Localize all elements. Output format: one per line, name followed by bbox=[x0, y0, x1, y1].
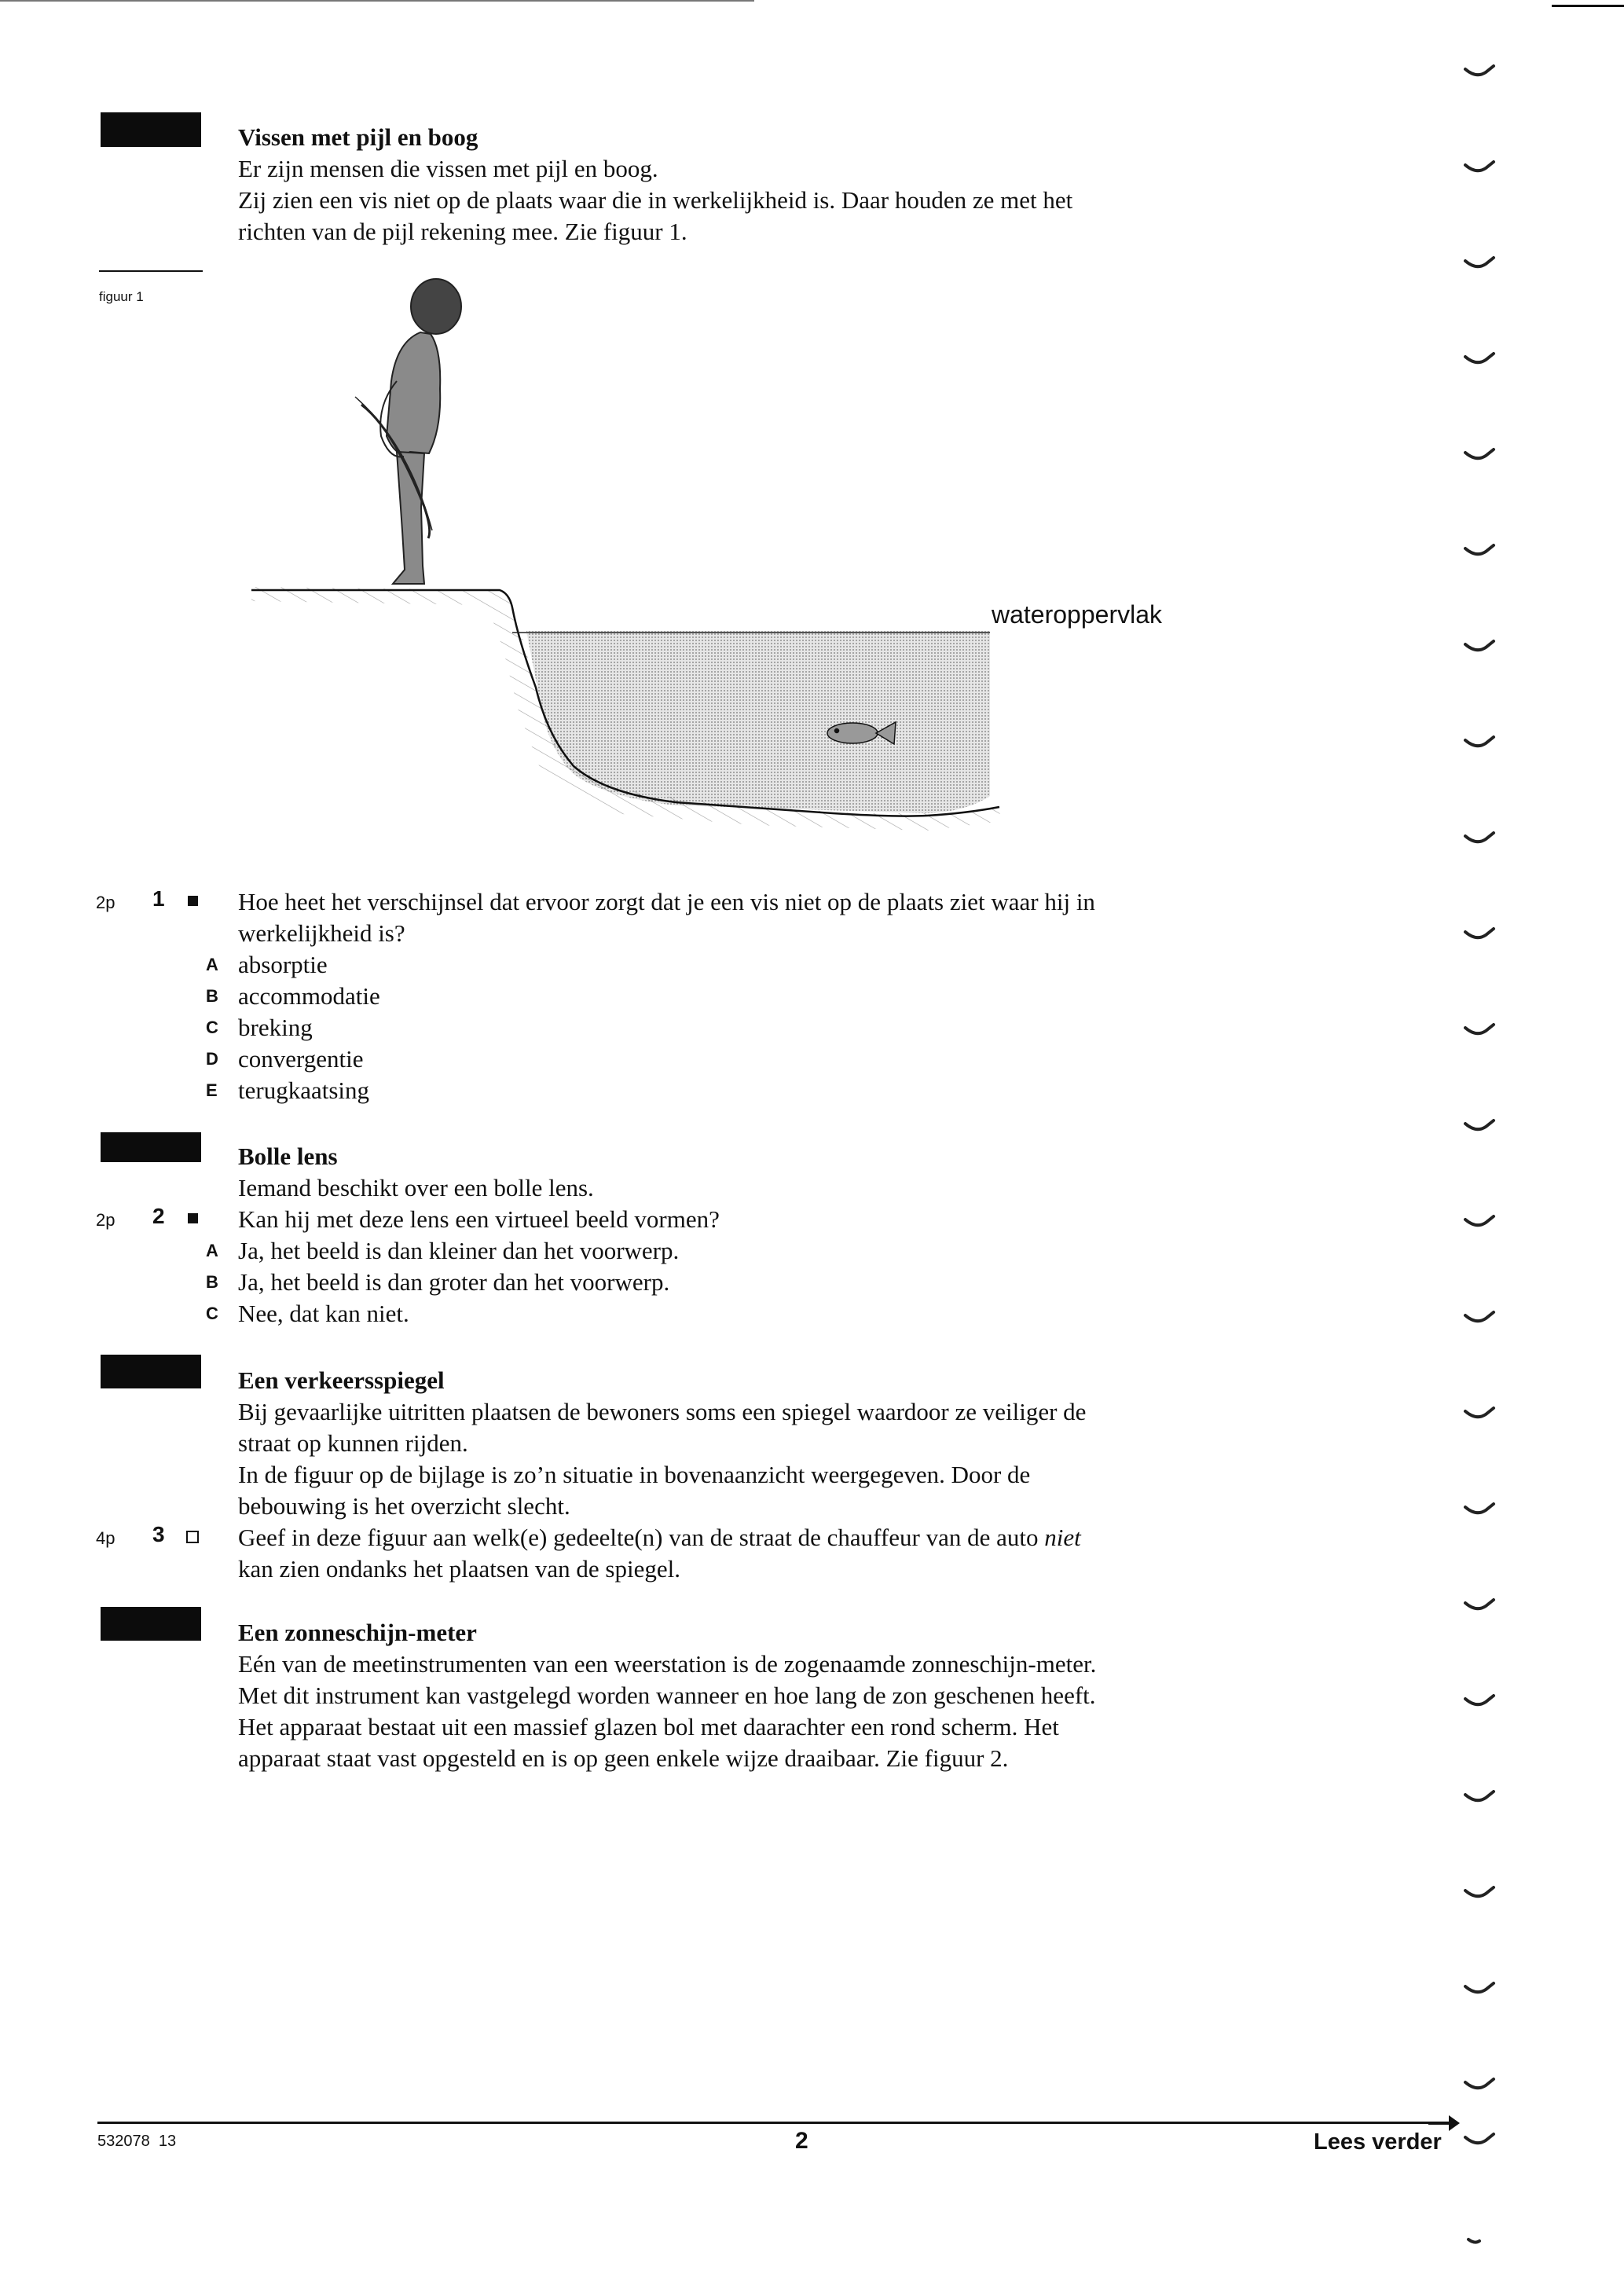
option-letter: E bbox=[206, 1080, 218, 1100]
question-1-letters bbox=[206, 949, 218, 1106]
text-line: Iemand beschikt over een bolle lens. bbox=[238, 1174, 594, 1201]
text-line bbox=[238, 1522, 1338, 1553]
text-line: Hoe heet het verschijnsel dat ervoor zorgt dat je een vis niet op de plaats ziet waar hij in bbox=[238, 888, 1095, 915]
option-letter: B bbox=[206, 1272, 218, 1292]
points-label: 2p bbox=[96, 1210, 115, 1230]
option-letter: C bbox=[206, 1018, 218, 1037]
text-line: Er zijn mensen die vissen met pijl en boog. bbox=[238, 155, 658, 182]
section-marker bbox=[101, 1355, 201, 1388]
question-number: 3 bbox=[152, 1522, 165, 1546]
text-line: bebouwing is het overzicht slecht. bbox=[238, 1492, 570, 1520]
footer-rule bbox=[97, 2122, 1449, 2124]
check-mark-icon bbox=[1465, 641, 1494, 650]
footer-code: 532078 13 bbox=[97, 2133, 177, 2150]
text-fragment: Geef in deze figuur aan welk(e) gedeelte(n) van de straat de chauffeur van de auto bbox=[238, 1524, 1045, 1551]
check-mark-icon bbox=[1465, 1600, 1494, 1608]
text-line: Kan hij met deze lens een virtueel beeld vormen? bbox=[238, 1205, 720, 1233]
option-text: Ja, het beeld is dan kleiner dan het voorwerp. bbox=[238, 1237, 680, 1264]
question-2-options bbox=[238, 1235, 679, 1330]
question-number: 2 bbox=[152, 1204, 165, 1228]
answer-marker bbox=[188, 896, 198, 906]
check-mark-icon bbox=[1465, 1983, 1494, 1992]
option-letter: A bbox=[206, 1241, 218, 1260]
emphasis-text: niet bbox=[1044, 1524, 1081, 1551]
section-zonneschijn-meter bbox=[238, 1617, 1338, 1774]
text-line: Met dit instrument kan vastgelegd worden wanneer en hoe lang de zon geschenen heeft. bbox=[238, 1682, 1096, 1709]
text-line: Zij zien een vis niet op de plaats waar die in werkelijkheid is. Daar houden ze met het bbox=[238, 186, 1073, 214]
question-2-text bbox=[238, 1204, 1338, 1235]
top-rule bbox=[1552, 5, 1624, 7]
option-letter: D bbox=[206, 1049, 218, 1069]
check-mark-icon bbox=[1465, 66, 1494, 75]
check-mark-icon bbox=[1468, 2239, 1479, 2243]
text-line: straat op kunnen rijden. bbox=[238, 1429, 468, 1457]
section-vissen bbox=[238, 122, 1338, 248]
option-text: Nee, dat kan niet. bbox=[238, 1300, 409, 1327]
text-line: richten van de pijl rekening mee. Zie figuur 1. bbox=[238, 218, 687, 245]
section-title: Een zonneschijn-meter bbox=[238, 1619, 477, 1646]
page-number: 2 bbox=[795, 2128, 808, 2154]
check-mark-icon bbox=[1465, 2134, 1494, 2143]
check-mark-icon bbox=[1465, 833, 1494, 842]
question-2-letters bbox=[206, 1235, 218, 1330]
answer-marker bbox=[188, 1213, 198, 1223]
figure-label: figuur 1 bbox=[99, 289, 144, 304]
option-text: accommodatie bbox=[238, 982, 380, 1010]
text-line: Het apparaat bestaat uit een massief glazen bol met daarachter een rond scherm. Het bbox=[238, 1713, 1059, 1740]
check-mark-icon bbox=[1465, 1696, 1494, 1704]
option-text: convergentie bbox=[238, 1045, 364, 1073]
text-line: Eén van de meetinstrumenten van een weerstation is de zogenaamde zonneschijn-meter. bbox=[238, 1650, 1097, 1678]
figure-1-illustration bbox=[236, 271, 1241, 845]
question-1-options bbox=[238, 949, 380, 1106]
check-mark-icon bbox=[1465, 1792, 1494, 1800]
option-letter: C bbox=[206, 1304, 218, 1323]
text-line: In de figuur op de bijlage is zo’n situatie in bovenaanzicht weergegeven. Door de bbox=[238, 1461, 1031, 1488]
check-mark-icon bbox=[1465, 2079, 1494, 2088]
option-text: absorptie bbox=[238, 951, 328, 978]
check-mark-icon bbox=[1465, 1120, 1494, 1129]
check-mark-icon bbox=[1465, 1408, 1494, 1417]
option-letter: B bbox=[206, 986, 218, 1006]
answer-box bbox=[186, 1531, 199, 1543]
section-marker bbox=[101, 1132, 201, 1162]
option-text: breking bbox=[238, 1014, 313, 1041]
check-mark-icon bbox=[1465, 258, 1494, 266]
figure-rule bbox=[99, 270, 203, 272]
water-label: wateroppervlak bbox=[992, 600, 1162, 629]
section-verkeersspiegel bbox=[238, 1365, 1338, 1522]
option-text: Ja, het beeld is dan groter dan het voorwerp. bbox=[238, 1268, 670, 1296]
text-line: apparaat staat vast opgesteld en is op geen enkele wijze draaibaar. Zie figuur 2. bbox=[238, 1744, 1009, 1772]
section-marker bbox=[101, 112, 201, 147]
option-letter: A bbox=[206, 955, 218, 974]
points-label: 4p bbox=[96, 1528, 115, 1548]
check-mark-icon bbox=[1465, 1887, 1494, 1896]
text-line: Bij gevaarlijke uitritten plaatsen de bewoners soms een spiegel waardoor ze veiliger de bbox=[238, 1398, 1087, 1425]
margin-check-marks bbox=[1457, 47, 1505, 2294]
points-label: 2p bbox=[96, 893, 115, 912]
top-faint-rule bbox=[0, 0, 754, 2]
section-title: Een verkeersspiegel bbox=[238, 1366, 445, 1394]
check-mark-icon bbox=[1465, 1504, 1494, 1513]
question-number: 1 bbox=[152, 886, 165, 911]
person-figure bbox=[355, 279, 461, 584]
check-mark-icon bbox=[1465, 1216, 1494, 1225]
section-marker bbox=[101, 1607, 201, 1641]
check-mark-icon bbox=[1465, 1025, 1494, 1033]
check-mark-icon bbox=[1465, 1312, 1494, 1321]
check-mark-icon bbox=[1465, 354, 1494, 362]
check-mark-icon bbox=[1465, 929, 1494, 937]
question-1-text bbox=[238, 886, 1338, 949]
check-mark-icon bbox=[1465, 162, 1494, 171]
text-line: kan zien ondanks het plaatsen van de spiegel. bbox=[238, 1555, 680, 1583]
option-text: terugkaatsing bbox=[238, 1076, 370, 1104]
section-title: Bolle lens bbox=[238, 1142, 338, 1170]
section-title: Vissen met pijl en boog bbox=[238, 123, 478, 151]
check-mark-icon bbox=[1465, 737, 1494, 746]
question-3-text bbox=[238, 1522, 1338, 1585]
lees-verder-label: Lees verder bbox=[1314, 2129, 1442, 2155]
text-line: werkelijkheid is? bbox=[238, 919, 405, 947]
check-mark-icon bbox=[1465, 449, 1494, 458]
section-bolle-lens bbox=[238, 1141, 1338, 1204]
check-mark-icon bbox=[1465, 545, 1494, 554]
